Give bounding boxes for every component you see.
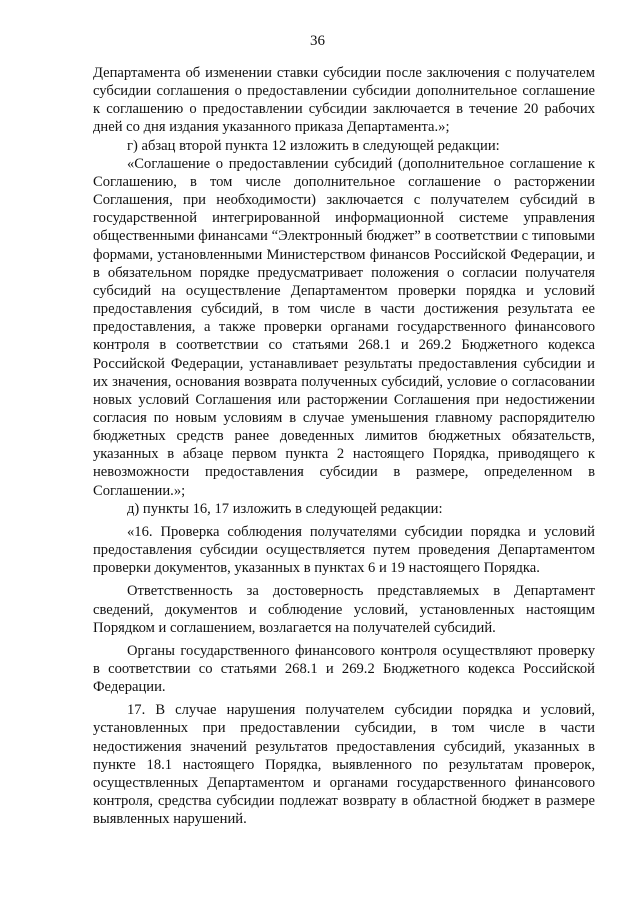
paragraph-financial-control: Органы государственного финансового контроля осуществляют проверку в соответствии со статьями 268.1 и 269.2 Бюджетного кодекса Российской Федерации. [93, 642, 595, 696]
paragraph-responsibility: Ответственность за достоверность представляемых в Департамент сведений, документов и соблюдение условий, установленных настоящим Порядком и соглашением, возлагается на получателей субсидий. [93, 583, 595, 636]
document-body [93, 64, 595, 828]
paragraph-point-17: 17. В случае нарушения получателем субсидии порядка и условий, установленных при предоставлении субсидии, в том числе в части недостижения значений результатов предоставления субсидий, указанных в пункте 18.1 настоящего Порядка, выявленного по результатам проверок, осуществленных Департаментом и органами государственного финансового контроля, средства субсидии подлежат возврату в областной бюджет в размере выявленных нарушений. [93, 702, 595, 828]
paragraph-item-d: д) пункты 16, 17 изложить в следующей редакции: [127, 500, 443, 517]
page-number: 36 [310, 33, 325, 49]
paragraph-agreement: «Соглашение о предоставлении субсидий (дополнительное соглашение к Соглашению, в том числе дополнительное соглашение о расторжении Соглашения, при необходимости) заключается с получателем субсидий в государственной интегрированной информационной системе управления общественными финансами “Электронный бюджет” в соответствии с типовыми формами, установленными Министерством финансов Российской Федерации, и в обязательном порядке предусматривает положения о согласии получателя субсидий на осуществление Департаментом проверки порядка и условий предоставления субсидий, в том числе в части достижения результата ее предоставления, а также проверки органами государственного финансового контроля в соответствии со статьями 268.1 и 269.2 Бюджетного кодекса Российской Федерации, устанавливает результаты предоставления субсидии и их значения, основания возврата полученных субсидий, условие о согласовании новых условий Соглашения или расторжении Соглашения при недостижении согласия по новым условиям в случае уменьшения главному распорядителю бюджетных средств ранее доведенных лимитов бюджетных обязательств, указанных в абзаце первом пункта 2 настоящего Порядка, приводящего к невозможности предоставления субсидии в размере, определенном в Соглашении.»; [93, 155, 595, 499]
paragraph-item-g: г) абзац второй пункта 12 изложить в следующей редакции: [127, 137, 500, 154]
paragraph-continuation: Департамента об изменении ставки субсидии после заключения с получателем субсидии соглашения о предоставлении субсидии дополнительное соглашение к соглашению о предоставлении субсидии заключается в течение 20 рабочих дней со дня издания указанного приказа Департамента.»; [93, 65, 595, 136]
paragraph-point-16: «16. Проверка соблюдения получателями субсидии порядка и условий предоставления субсидии осуществляется путем проведения Департаментом проверки документов, указанных в пунктах 6 и 19 настоящего Порядка. [93, 523, 595, 577]
